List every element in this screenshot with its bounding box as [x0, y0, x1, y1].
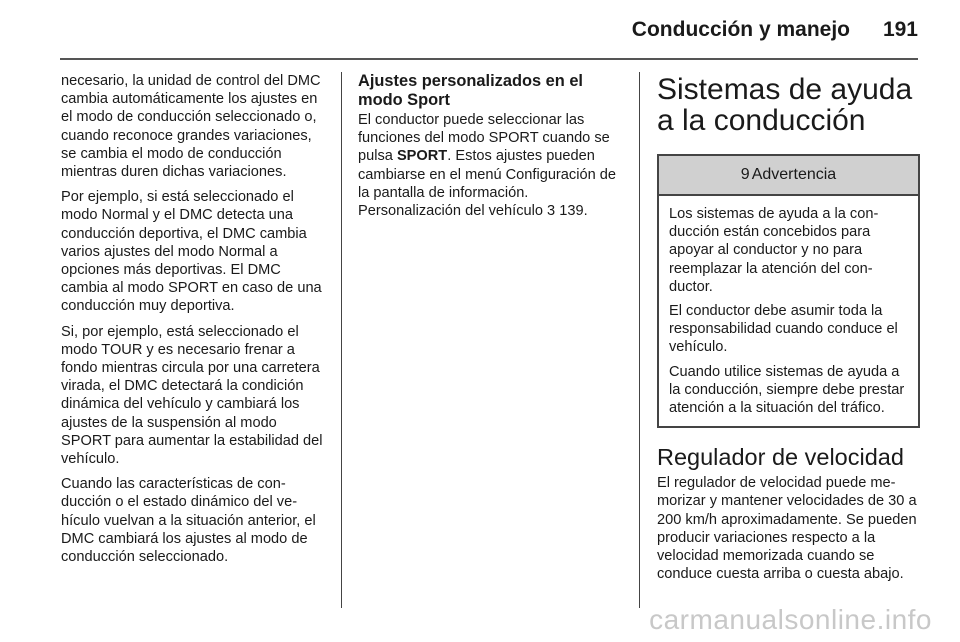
column-divider — [341, 72, 342, 608]
column-1 — [61, 72, 327, 573]
header-title: Conducción y manejo — [631, 18, 850, 41]
column-divider — [639, 72, 640, 608]
page-ref-link[interactable]: 139. — [559, 203, 588, 220]
paragraph — [358, 111, 622, 220]
section-heading: Regulador de velocidad — [657, 444, 904, 471]
warning-paragraph: Los sistemas de ayuda a la conducción están concebidos para apoyar al conductor y no para reemplazar la atención del conductor. — [669, 206, 879, 295]
paragraph: El regulador de velocidad puede memorizar y mantener velocidades de 30 a 200 km/h aproximadamente. Se pueden producir variaciones respecto a la velocidad memorizada cuando se conduce cuesta arriba o cuesta abajo. — [657, 475, 917, 583]
warning-header — [659, 156, 918, 196]
warning-title: Advertencia — [751, 165, 837, 183]
page-number: 191 — [882, 18, 918, 41]
paragraph: necesario, la unidad de control del DMC cambia automáticamente los ajustes en el modo de conducción seleccionado o, cuando reconoce grandes variaciones, se cambia el modo de conducción mientras duren dichas variaciones. — [61, 73, 321, 181]
warning-paragraph: Cuando utilice sistemas de ayuda a la conducción, siempre debe prestar atención a la situación del tráfico. — [669, 363, 905, 417]
column-2 — [358, 72, 622, 227]
section-heading: Ajustes personalizados en el modo Sport — [358, 72, 583, 109]
paragraph: Por ejemplo, si está seleccionado el modo Normal y el DMC detecta una conducción deportiva, el DMC cambia varios ajustes del modo Normal a opciones más deportivas. El DMC cambia al modo SPORT en caso de una conducción muy deportiva. — [61, 189, 322, 315]
warning-body — [659, 196, 918, 426]
page-ref-arrow-icon: 3 — [547, 203, 556, 220]
paragraph: Cuando las características de conducción o el estado dinámico del vehículo vuelvan a la situación anterior, el DMC cambiará los ajustes al modo de conducción seleccionado. — [61, 476, 316, 566]
header-rule — [60, 58, 918, 60]
chapter-heading: Sistemas de ayuda a la conducción — [657, 73, 913, 137]
paragraph: Si, por ejemplo, está seleccionado el modo TOUR y es necesario frenar a fondo mientras circula por una carretera virada, el DMC detectará la condición dinámica del vehículo y cambiará los ajustes de la suspensión al modo SPORT para aumentar la estabilidad del vehículo. — [61, 323, 323, 468]
column-3 — [657, 74, 920, 590]
watermark: carmanualsonline.info — [649, 604, 932, 635]
text-before: El conductor puede seleccionar las funciones del modo SPORT cuando se pulsa — [358, 112, 610, 165]
warning-paragraph: El conductor debe asumir toda la responsabilidad cuando conduce el vehículo. — [669, 303, 898, 356]
warning-box — [657, 154, 920, 428]
text-after: . Estos ajustes pueden cambiarse en el menú Configuración de la pantalla de información. Personalización del vehículo — [358, 148, 616, 220]
page-header — [0, 0, 960, 60]
warning-triangle-icon: 9 — [740, 165, 750, 183]
sport-button-label: SPORT — [396, 148, 448, 165]
